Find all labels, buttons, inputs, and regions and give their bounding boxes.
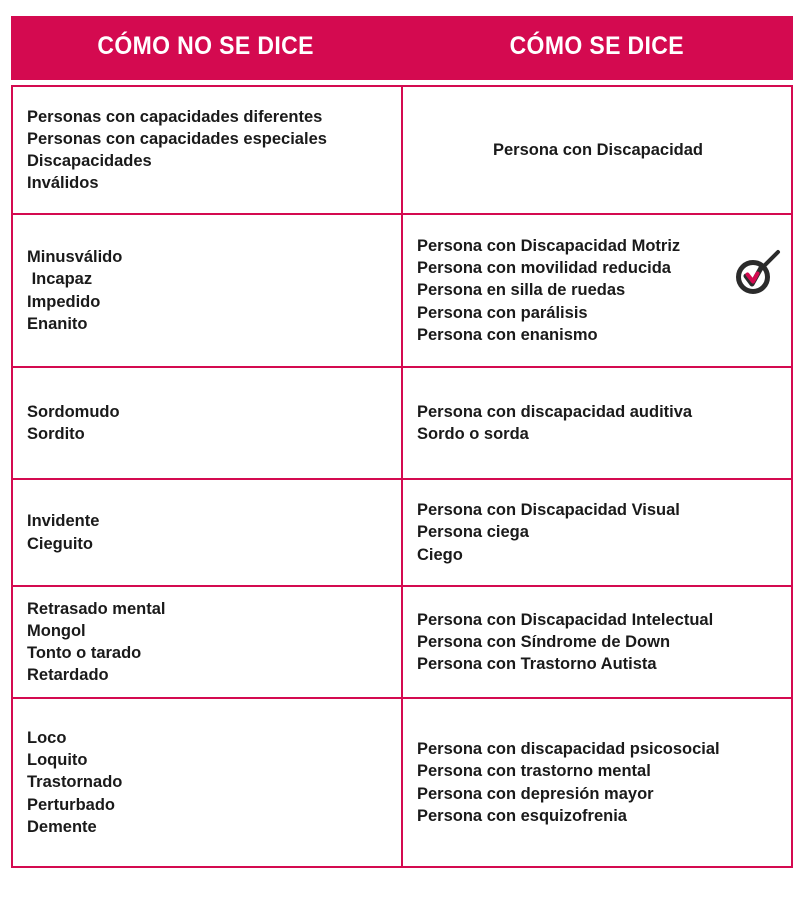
cell-correct-terms xyxy=(403,215,791,366)
incorrect-term: Cieguito xyxy=(27,534,93,553)
incorrect-term: Trastornado xyxy=(27,773,123,792)
incorrect-term: Enanito xyxy=(27,314,88,333)
correct-term: Persona con parálisis xyxy=(417,303,588,322)
incorrect-term: Impedido xyxy=(27,292,101,311)
table-header-band xyxy=(11,16,793,77)
correct-term: Persona con discapacidad psicosocial xyxy=(417,740,720,759)
incorrect-term: Personas con capacidades especiales xyxy=(27,129,327,148)
incorrect-term: Loco xyxy=(27,729,67,748)
incorrect-term: Retrasado mental xyxy=(27,599,166,618)
incorrect-term: Sordito xyxy=(27,425,85,443)
incorrect-term: Demente xyxy=(27,817,97,836)
correct-term: Persona con Discapacidad Motriz xyxy=(417,237,681,256)
incorrect-term: Mongol xyxy=(27,621,86,640)
correct-term: Persona con Trastorno Autista xyxy=(417,655,657,673)
incorrect-term: Minusválido xyxy=(27,248,123,267)
cell-incorrect-terms xyxy=(13,368,403,478)
correct-term: Persona con enanismo xyxy=(417,325,598,344)
incorrect-term: Incapaz xyxy=(27,270,93,289)
table-row xyxy=(11,478,793,585)
column-header-como-no-se-dice: CÓMO NO SE DICE xyxy=(97,32,315,60)
table-row xyxy=(11,213,793,366)
table-row xyxy=(11,697,793,868)
correct-term: Persona con movilidad reducida xyxy=(417,259,671,278)
cell-incorrect-terms xyxy=(13,699,403,866)
correct-term: Persona con Discapacidad Visual xyxy=(417,501,680,520)
cell-correct-terms xyxy=(403,480,791,585)
table-row xyxy=(11,85,793,213)
column-header-cell-right xyxy=(401,16,793,77)
cell-correct-terms xyxy=(403,587,791,697)
correct-term: Sordo o sorda xyxy=(417,425,529,443)
incorrect-term: Sordomudo xyxy=(27,402,120,421)
incorrect-term: Loquito xyxy=(27,751,88,770)
table-row xyxy=(11,366,793,478)
correct-term: Persona con discapacidad auditiva xyxy=(417,402,693,421)
incorrect-term: Invidente xyxy=(27,512,100,531)
correct-term: Ciego xyxy=(417,545,463,564)
comparison-table xyxy=(11,85,793,868)
column-header-cell-left xyxy=(11,16,401,77)
incorrect-term: Tonto o tarado xyxy=(27,644,142,662)
correct-term: Persona ciega xyxy=(417,523,529,542)
column-header-como-se-dice: CÓMO SE DICE xyxy=(509,32,685,60)
correct-term: Persona con Síndrome de Down xyxy=(417,632,671,651)
cell-correct-terms xyxy=(403,699,791,866)
incorrect-term: Inválidos xyxy=(27,174,99,193)
correct-term: Persona en silla de ruedas xyxy=(417,281,626,300)
cell-incorrect-terms xyxy=(13,215,403,366)
cell-correct-terms xyxy=(403,368,791,478)
cell-correct-terms xyxy=(403,87,791,213)
incorrect-term: Discapacidades xyxy=(27,152,152,170)
correct-term: Persona con trastorno mental xyxy=(417,762,651,781)
table-row xyxy=(11,585,793,697)
correct-term: Persona con Discapacidad Intelectual xyxy=(417,610,714,629)
correct-term: Persona con Discapacidad xyxy=(493,140,703,159)
correct-term: Persona con depresión mayor xyxy=(417,784,654,803)
cell-incorrect-terms xyxy=(13,87,403,213)
header-divider-rule xyxy=(11,77,793,80)
incorrect-term: Personas con capacidades diferentes xyxy=(27,107,323,126)
cell-incorrect-terms xyxy=(13,480,403,585)
incorrect-term: Perturbado xyxy=(27,795,116,814)
cell-incorrect-terms xyxy=(13,587,403,697)
incorrect-term: Retardado xyxy=(27,666,109,685)
correct-term: Persona con esquizofrenia xyxy=(417,806,627,825)
